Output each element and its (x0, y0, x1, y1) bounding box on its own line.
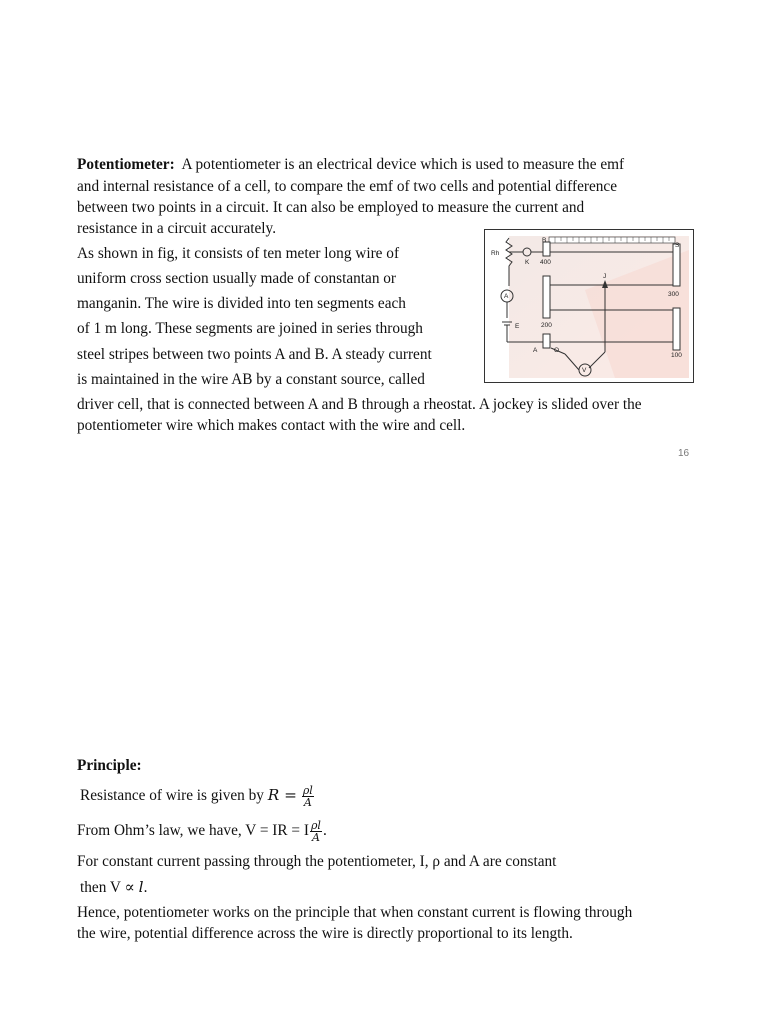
paragraph-line: resistance in a circuit accurately. (77, 220, 277, 237)
meter-scale (549, 237, 675, 243)
paragraph-line: and internal resistance of a cell, to compare the emf of two cells and potential difference (77, 178, 617, 195)
label-100: 100 (671, 352, 682, 359)
label-O: O (554, 347, 560, 354)
paragraph-line: manganin. The wire is divided into ten segments each (77, 295, 406, 312)
paragraph-line: uniform cross section usually made of constantan or (77, 270, 397, 287)
principle-resistance-line: Resistance of wire is given by R = $\frac{\rho l}{A}$ (80, 784, 313, 809)
label-200: 200 (541, 322, 552, 329)
conclusion-line: Hence, potentiometer works on the principle that when constant current is flowing through (77, 904, 633, 921)
page-number: 16 (678, 448, 690, 459)
conclusion-line: the wire, potential difference across the wire is directly proportional to its length. (77, 925, 573, 942)
potentiometer-heading: Potentiometer: (77, 156, 175, 173)
constant-current-line: For constant current passing through the potentiometer, I, ρ and A are constant (77, 853, 557, 870)
potentiometer-circuit-figure (484, 229, 694, 383)
paragraph-line: is maintained in the wire AB by a constant source, called (77, 371, 425, 388)
label-400: 400 (540, 259, 551, 266)
label-E: E (515, 323, 520, 330)
paragraph-line: steel stripes between two points A and B. A steady current (77, 346, 432, 363)
label-S: S (675, 242, 680, 249)
rho-l-over-a-fraction: $\frac{\rho l}{A}$ (310, 819, 321, 844)
label-ammeter: A (504, 293, 509, 300)
circuit-diagram (485, 230, 693, 382)
paragraph-line: of 1 m long. These segments are joined in series through (77, 320, 423, 337)
principle-heading: Principle: (77, 757, 142, 774)
label-V: V (582, 367, 587, 374)
label-B: B (542, 237, 547, 244)
ohms-law-line: From Ohm’s law, we have, V = IR = I $\frac{\rho l}{A}$ . (77, 819, 327, 844)
rho-l-over-a-fraction: $\frac{\rho l}{A}$ (302, 784, 313, 809)
label-J: J (603, 273, 607, 280)
resistance-variable: R = (267, 786, 297, 805)
proportionality-line: then V ∝ l. (80, 878, 148, 896)
paragraph-line: As shown in fig, it consists of ten meter long wire of (77, 245, 400, 262)
paragraph-line: between two points in a circuit. It can also be employed to measure the current and (77, 199, 585, 216)
paragraph-line: driver cell, that is connected between A and B through a rheostat. A jockey is slided over the (77, 396, 642, 413)
label-A: A (533, 347, 538, 354)
label-K: K (525, 259, 530, 266)
potentiometer-intro-line (77, 155, 624, 175)
intro-text: A potentiometer is an electrical device which is used to measure the emf (181, 156, 625, 173)
label-300: 300 (668, 291, 679, 298)
paragraph-line: potentiometer wire which makes contact with the wire and cell. (77, 417, 466, 434)
label-Rh: Rh (491, 250, 500, 257)
